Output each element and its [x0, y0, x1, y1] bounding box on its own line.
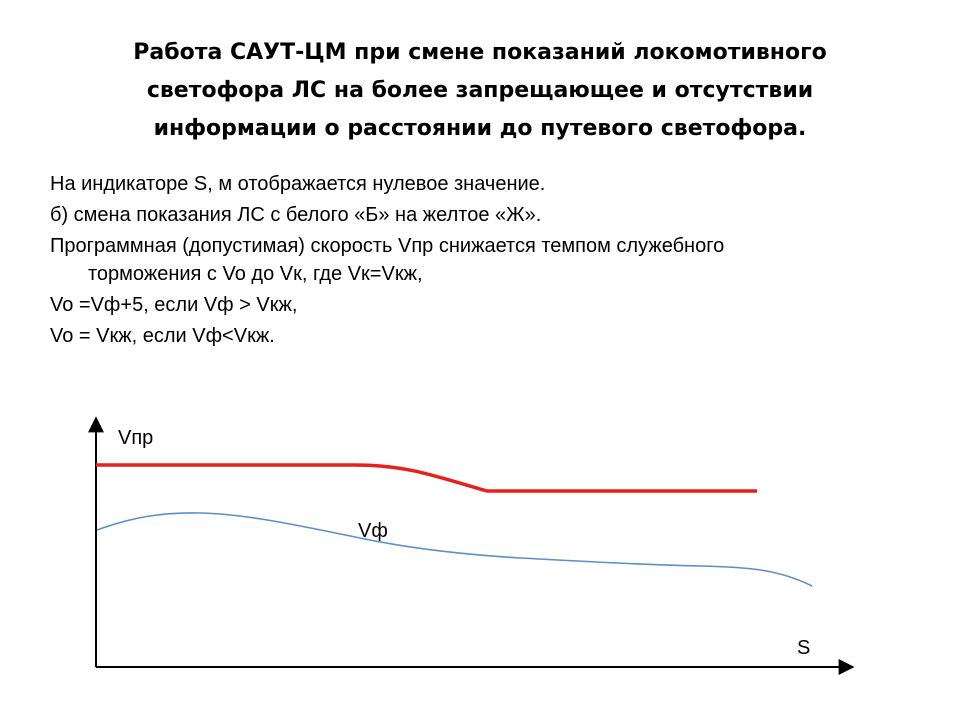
x-axis-label: S: [797, 637, 811, 659]
vf-curve: [97, 513, 812, 586]
vf-curve-label: Vф: [358, 520, 388, 542]
paragraph-signal-change: б) смена показания ЛС с белого «Б» на желтое «Ж».: [50, 204, 542, 226]
paragraph-indicator: На индикаторе S, м отображается нулевое значение.: [50, 173, 546, 195]
paragraph-program-speed: Программная (допустимая) скорость Vпр снижается темпом служебного торможения с Vo до Vк, где Vк=Vкж,: [50, 235, 725, 285]
paragraph-vo-case1: Vo =Vф+5, если Vф > Vкж,: [50, 294, 298, 316]
paragraph-vo-case2: Vo = Vкж, если Vф<Vкж.: [50, 325, 275, 347]
y-axis-label: Vпр: [118, 427, 154, 449]
slide-title: Работа САУТ-ЦМ при смене показаний локомотивного светофора ЛС на более запрещающее и отсутствии информации о расстоянии до путевого светофора.: [133, 40, 827, 141]
vpr-curve: [96, 465, 757, 491]
